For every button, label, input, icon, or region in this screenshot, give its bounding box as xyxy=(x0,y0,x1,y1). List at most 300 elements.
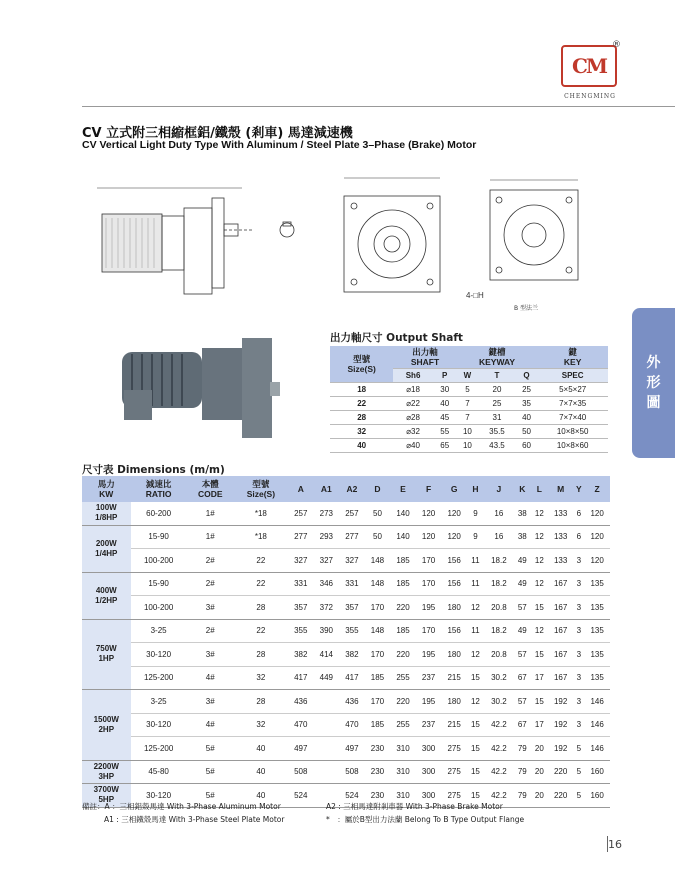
shaft-cell: 22 xyxy=(330,397,393,411)
shaft-cell: 35 xyxy=(516,397,538,411)
dims-header-cell: 本體 CODE xyxy=(187,476,234,502)
dims-cell: 195 xyxy=(416,690,442,714)
dims-cell: 185 xyxy=(390,619,416,643)
dims-cell: 120 xyxy=(584,549,610,573)
dims-cell: 32 xyxy=(234,666,288,690)
dims-cell: 140 xyxy=(390,525,416,549)
dims-cell: 1# xyxy=(187,502,234,525)
dims-cell: 135 xyxy=(584,619,610,643)
shaft-cell: 7 xyxy=(457,397,478,411)
page-title-cn: CV 立式附三相縮框鋁/鐵殼 (剎車) 馬達減速機 xyxy=(82,126,353,141)
dims-cell: 170 xyxy=(365,690,391,714)
dims-cell: 79 xyxy=(514,784,531,808)
dims-row xyxy=(82,713,610,737)
shaft-cell: 65 xyxy=(433,439,457,453)
shaft-cell: 7 xyxy=(457,411,478,425)
power-cell: 3700W 5HP xyxy=(82,784,131,808)
dims-cell: 170 xyxy=(416,549,442,573)
label-b-flange: B 型法兰 xyxy=(514,305,539,312)
dims-cell: 15-90 xyxy=(131,525,187,549)
dims-cell: 331 xyxy=(288,572,314,596)
dims-cell: 120 xyxy=(416,502,442,525)
dims-cell: 15 xyxy=(531,596,548,620)
dims-cell: 148 xyxy=(365,572,391,596)
shaft-row xyxy=(330,425,608,439)
dims-cell xyxy=(314,760,340,784)
dims-cell: 2# xyxy=(187,572,234,596)
dims-cell: 30-120 xyxy=(131,643,187,667)
shaft-table-title: 出力軸尺寸 Output Shaft xyxy=(330,332,463,344)
shaft-head-shaft: 出力軸 SHAFT xyxy=(393,346,456,369)
side-tab-char: 圖 xyxy=(646,395,661,411)
dims-cell: 148 xyxy=(365,619,391,643)
dims-cell: 100-200 xyxy=(131,596,187,620)
shaft-cell: 30 xyxy=(433,383,457,397)
dims-cell: 170 xyxy=(416,619,442,643)
dims-cell: 135 xyxy=(584,572,610,596)
dims-header-cell: G xyxy=(441,476,467,502)
note-b-flange: * ：屬於B型出力法蘭 Belong To B Type Output Flange xyxy=(326,815,525,824)
dimensions-table xyxy=(82,476,610,808)
dims-cell: 146 xyxy=(584,737,610,761)
dims-cell: 160 xyxy=(584,784,610,808)
dims-header-cell: 減速比 RATIO xyxy=(131,476,187,502)
dims-cell: 133 xyxy=(548,502,574,525)
shaft-sub-header: SPEC xyxy=(537,369,608,383)
dims-cell: 470 xyxy=(288,713,314,737)
dims-cell: 57 xyxy=(514,690,531,714)
dims-cell: 38 xyxy=(514,525,531,549)
dims-cell: 167 xyxy=(548,666,574,690)
dims-cell: 133 xyxy=(548,525,574,549)
dims-cell: 18.2 xyxy=(484,549,514,573)
note-steel: A1 : 三相鐵殼馬達 With 3-Phase Steel Plate Motor xyxy=(104,815,285,824)
dims-cell: 5# xyxy=(187,784,234,808)
dims-cell: 220 xyxy=(390,690,416,714)
dims-cell: 3 xyxy=(573,643,584,667)
side-tab-char: 形 xyxy=(646,375,661,391)
dims-cell: 257 xyxy=(339,502,365,525)
dims-row xyxy=(82,596,610,620)
dims-header-cell: Z xyxy=(584,476,610,502)
dims-cell xyxy=(314,690,340,714)
dims-cell: 417 xyxy=(339,666,365,690)
dims-cell: 508 xyxy=(288,760,314,784)
dims-cell: 355 xyxy=(288,619,314,643)
dims-row xyxy=(82,643,610,667)
dims-cell: 417 xyxy=(288,666,314,690)
shaft-cell: 25 xyxy=(516,383,538,397)
dims-cell: 49 xyxy=(514,549,531,573)
shaft-cell: 10 xyxy=(457,425,478,439)
dims-cell: 195 xyxy=(416,643,442,667)
dims-cell: 180 xyxy=(441,596,467,620)
dims-cell: 125-200 xyxy=(131,737,187,761)
dims-cell: 310 xyxy=(390,737,416,761)
dims-cell: 12 xyxy=(531,525,548,549)
dims-cell: 38 xyxy=(514,502,531,525)
dims-cell: 3 xyxy=(573,619,584,643)
dims-header-cell: M xyxy=(548,476,574,502)
dims-row xyxy=(82,502,610,525)
dims-cell: 30-120 xyxy=(131,784,187,808)
dims-cell: 140 xyxy=(390,502,416,525)
dims-row xyxy=(82,760,610,784)
dims-cell: 192 xyxy=(548,737,574,761)
dims-cell: 449 xyxy=(314,666,340,690)
dims-cell: 42.2 xyxy=(484,737,514,761)
dims-cell: 2# xyxy=(187,619,234,643)
dims-header-cell: 馬力 KW xyxy=(82,476,131,502)
shaft-sub-header: T xyxy=(478,369,516,383)
dims-cell: 185 xyxy=(390,549,416,573)
dims-cell: 15 xyxy=(531,690,548,714)
dims-cell: 180 xyxy=(441,643,467,667)
side-tab-char: 外 xyxy=(646,355,661,371)
dims-cell: 20.8 xyxy=(484,596,514,620)
dims-cell: 15 xyxy=(467,737,484,761)
dims-cell: 9 xyxy=(467,502,484,525)
dims-cell: 11 xyxy=(467,572,484,596)
dims-cell: 170 xyxy=(365,596,391,620)
note-brake: A2 : 三相馬達附剎車器 With 3-Phase Brake Motor xyxy=(326,802,503,811)
shaft-row xyxy=(330,383,608,397)
dims-cell: 67 xyxy=(514,713,531,737)
dims-cell: 3 xyxy=(573,572,584,596)
dims-header-cell: A xyxy=(288,476,314,502)
dims-cell: 5 xyxy=(573,760,584,784)
dims-cell: 497 xyxy=(288,737,314,761)
dims-cell: 436 xyxy=(339,690,365,714)
dims-cell: 160 xyxy=(584,760,610,784)
dims-cell: 3# xyxy=(187,690,234,714)
dims-cell: 15 xyxy=(467,713,484,737)
dims-cell: 237 xyxy=(416,713,442,737)
dims-cell: 185 xyxy=(365,666,391,690)
dims-cell: 5 xyxy=(573,784,584,808)
brand-logo: CM xyxy=(561,45,617,87)
dims-cell: 30-120 xyxy=(131,713,187,737)
shaft-row xyxy=(330,397,608,411)
shaft-row xyxy=(330,439,608,453)
dims-cell: 9 xyxy=(467,525,484,549)
dims-cell: 300 xyxy=(416,737,442,761)
shaft-sub-header: Q xyxy=(516,369,538,383)
side-tab xyxy=(632,308,675,458)
dims-cell: 255 xyxy=(390,713,416,737)
dims-cell: 135 xyxy=(584,643,610,667)
dims-cell: 215 xyxy=(441,666,467,690)
dims-cell: 125-200 xyxy=(131,666,187,690)
dims-cell: 192 xyxy=(548,690,574,714)
dims-cell: 3 xyxy=(573,666,584,690)
dims-cell: 300 xyxy=(416,760,442,784)
dims-cell: 275 xyxy=(441,784,467,808)
dims-cell: 167 xyxy=(548,619,574,643)
dims-cell: 100-200 xyxy=(131,549,187,573)
shaft-cell: 35.5 xyxy=(478,425,516,439)
dims-cell: 146 xyxy=(584,690,610,714)
dims-cell: 15 xyxy=(467,784,484,808)
dims-cell: *18 xyxy=(234,525,288,549)
dims-cell: 382 xyxy=(288,643,314,667)
dims-cell: 3-25 xyxy=(131,690,187,714)
label-4h: 4-□H xyxy=(466,291,484,300)
dims-cell: 185 xyxy=(365,713,391,737)
dims-cell: 28 xyxy=(234,690,288,714)
dims-cell: 2# xyxy=(187,549,234,573)
shaft-sub-header: P xyxy=(433,369,457,383)
dims-row xyxy=(82,690,610,714)
dims-cell: 372 xyxy=(314,596,340,620)
brand-name: CHENGMING xyxy=(564,93,616,100)
dims-row xyxy=(82,666,610,690)
shaft-cell: 60 xyxy=(516,439,538,453)
dims-cell: 170 xyxy=(365,643,391,667)
dims-header-cell: H xyxy=(467,476,484,502)
dims-cell: 156 xyxy=(441,572,467,596)
dims-cell: 237 xyxy=(416,666,442,690)
shaft-cell: ⌀32 xyxy=(393,425,432,439)
dims-cell: 497 xyxy=(339,737,365,761)
note-aluminum: 備註：A ：三相鋁殼馬達 With 3-Phase Aluminum Motor xyxy=(82,802,281,811)
shaft-cell: 10×8×60 xyxy=(537,439,608,453)
dims-cell: 156 xyxy=(441,619,467,643)
dims-cell: 57 xyxy=(514,643,531,667)
shaft-cell: 31 xyxy=(478,411,516,425)
dims-cell: 40 xyxy=(234,784,288,808)
dims-header-cell: L xyxy=(531,476,548,502)
shaft-sub-header: W xyxy=(457,369,478,383)
dims-cell: 28 xyxy=(234,596,288,620)
dims-cell: 357 xyxy=(288,596,314,620)
dims-cell: 230 xyxy=(365,760,391,784)
dims-cell: 3-25 xyxy=(131,619,187,643)
dims-cell: 133 xyxy=(548,549,574,573)
dims-cell: 220 xyxy=(548,784,574,808)
dims-cell: 195 xyxy=(416,596,442,620)
dims-header-cell: A2 xyxy=(339,476,365,502)
dims-cell: 12 xyxy=(467,690,484,714)
dims-cell: 20.8 xyxy=(484,643,514,667)
dims-cell: 30.2 xyxy=(484,690,514,714)
dims-cell: 524 xyxy=(288,784,314,808)
shaft-head-keyway: 鍵槽 KEYWAY xyxy=(457,346,538,369)
shaft-cell: ⌀28 xyxy=(393,411,432,425)
dims-cell: 6 xyxy=(573,525,584,549)
dims-cell: 42.2 xyxy=(484,784,514,808)
dims-cell: 120 xyxy=(416,525,442,549)
dims-cell: 5# xyxy=(187,737,234,761)
power-cell: 400W 1/2HP xyxy=(82,572,131,619)
shaft-cell: 50 xyxy=(516,425,538,439)
dims-cell: 355 xyxy=(339,619,365,643)
dims-cell: 327 xyxy=(288,549,314,573)
dims-cell: 6 xyxy=(573,502,584,525)
dims-cell: 230 xyxy=(365,737,391,761)
dims-cell: 167 xyxy=(548,572,574,596)
dims-cell: 67 xyxy=(514,666,531,690)
dims-cell xyxy=(314,737,340,761)
dims-header-cell: F xyxy=(416,476,442,502)
shaft-cell: 55 xyxy=(433,425,457,439)
dims-cell: 16 xyxy=(484,525,514,549)
shaft-cell: 5×5×27 xyxy=(537,383,608,397)
dims-cell: 180 xyxy=(441,690,467,714)
dims-cell: 293 xyxy=(314,525,340,549)
dims-cell: 135 xyxy=(584,666,610,690)
dims-row xyxy=(82,737,610,761)
dims-cell: 382 xyxy=(339,643,365,667)
shaft-cell: 40 xyxy=(516,411,538,425)
dims-cell: 16 xyxy=(484,502,514,525)
dims-cell: 12 xyxy=(531,502,548,525)
shaft-cell: 40 xyxy=(433,397,457,411)
dims-header-cell: J xyxy=(484,476,514,502)
shaft-head-size: 型號 Size(S) xyxy=(330,346,393,383)
dims-cell: 346 xyxy=(314,572,340,596)
dims-cell: 3 xyxy=(573,596,584,620)
dims-cell: 135 xyxy=(584,596,610,620)
dims-cell: 11 xyxy=(467,549,484,573)
dims-cell: 414 xyxy=(314,643,340,667)
dims-row xyxy=(82,619,610,643)
dims-cell: *18 xyxy=(234,502,288,525)
dims-row xyxy=(82,525,610,549)
dims-cell: 30.2 xyxy=(484,666,514,690)
shaft-table xyxy=(330,346,608,453)
shaft-cell: ⌀40 xyxy=(393,439,432,453)
dims-cell: 167 xyxy=(548,643,574,667)
dims-cell xyxy=(314,713,340,737)
dims-header-cell: A1 xyxy=(314,476,340,502)
dims-cell: 3# xyxy=(187,596,234,620)
dims-cell: 215 xyxy=(441,713,467,737)
dims-cell: 167 xyxy=(548,596,574,620)
dims-cell: 220 xyxy=(548,760,574,784)
dims-cell: 275 xyxy=(441,760,467,784)
page-title-en: CV Vertical Light Duty Type With Aluminum / Steel Plate 3–Phase (Brake) Motor xyxy=(82,139,477,151)
dims-cell: 40 xyxy=(234,737,288,761)
shaft-cell: ⌀18 xyxy=(393,383,432,397)
dims-cell: 277 xyxy=(339,525,365,549)
shaft-cell: 43.5 xyxy=(478,439,516,453)
shaft-cell: 18 xyxy=(330,383,393,397)
registered-mark: ® xyxy=(612,40,621,50)
dims-cell: 148 xyxy=(365,549,391,573)
shaft-cell: 40 xyxy=(330,439,393,453)
dims-cell: 436 xyxy=(288,690,314,714)
power-cell: 1500W 2HP xyxy=(82,690,131,761)
dims-cell: 20 xyxy=(531,737,548,761)
dims-cell: 20 xyxy=(531,784,548,808)
dims-cell: 331 xyxy=(339,572,365,596)
dims-cell: 524 xyxy=(339,784,365,808)
dims-cell: 32 xyxy=(234,713,288,737)
dims-cell: 12 xyxy=(467,596,484,620)
dims-cell: 42.2 xyxy=(484,760,514,784)
dims-cell: 1# xyxy=(187,525,234,549)
dims-cell: 20 xyxy=(531,760,548,784)
dims-cell: 50 xyxy=(365,502,391,525)
dims-cell: 3 xyxy=(573,549,584,573)
dims-cell: 17 xyxy=(531,713,548,737)
dims-row xyxy=(82,572,610,596)
motor-photo xyxy=(112,330,280,448)
power-cell: 100W 1/8HP xyxy=(82,502,131,525)
dims-cell: 146 xyxy=(584,713,610,737)
page-number: 16 xyxy=(608,838,622,851)
dims-cell: 273 xyxy=(314,502,340,525)
dims-cell: 11 xyxy=(467,619,484,643)
dims-cell: 49 xyxy=(514,619,531,643)
dims-cell: 120 xyxy=(584,502,610,525)
dims-cell: 5# xyxy=(187,760,234,784)
dims-cell: 156 xyxy=(441,549,467,573)
dims-cell: 3 xyxy=(573,690,584,714)
technical-drawing xyxy=(82,168,602,318)
dims-cell: 17 xyxy=(531,666,548,690)
dims-cell: 310 xyxy=(390,760,416,784)
dims-cell: 310 xyxy=(390,784,416,808)
dims-cell: 120 xyxy=(441,525,467,549)
dims-cell: 22 xyxy=(234,619,288,643)
dims-cell: 230 xyxy=(365,784,391,808)
shaft-head-key: 鍵 KEY xyxy=(537,346,608,369)
dims-header-cell: Y xyxy=(573,476,584,502)
dims-cell: 508 xyxy=(339,760,365,784)
dims-cell: 5 xyxy=(573,737,584,761)
dims-cell: 390 xyxy=(314,619,340,643)
dims-cell: 327 xyxy=(314,549,340,573)
dims-cell: 470 xyxy=(339,713,365,737)
dims-cell: 45-80 xyxy=(131,760,187,784)
dims-cell: 4# xyxy=(187,666,234,690)
shaft-cell: 32 xyxy=(330,425,393,439)
dims-cell: 79 xyxy=(514,737,531,761)
dims-cell: 15-90 xyxy=(131,572,187,596)
dims-cell: 22 xyxy=(234,572,288,596)
dims-cell: 357 xyxy=(339,596,365,620)
dims-cell: 49 xyxy=(514,572,531,596)
dims-cell: 42.2 xyxy=(484,713,514,737)
dims-cell: 220 xyxy=(390,596,416,620)
dims-cell: 327 xyxy=(339,549,365,573)
dims-cell: 12 xyxy=(531,572,548,596)
shaft-cell: 10 xyxy=(457,439,478,453)
dims-header-cell: D xyxy=(365,476,391,502)
dims-cell: 57 xyxy=(514,596,531,620)
shaft-cell: 7×7×40 xyxy=(537,411,608,425)
dims-header-cell: 型號 Size(S) xyxy=(234,476,288,502)
shaft-cell: 25 xyxy=(478,397,516,411)
dims-cell: 170 xyxy=(416,572,442,596)
dims-header-cell: K xyxy=(514,476,531,502)
dims-cell: 18.2 xyxy=(484,619,514,643)
dims-cell: 50 xyxy=(365,525,391,549)
dims-cell: 15 xyxy=(467,666,484,690)
shaft-cell: 10×8×50 xyxy=(537,425,608,439)
dims-cell: 192 xyxy=(548,713,574,737)
header-rule xyxy=(82,106,675,107)
dims-cell: 22 xyxy=(234,549,288,573)
shaft-row xyxy=(330,411,608,425)
shaft-cell: 7×7×35 xyxy=(537,397,608,411)
shaft-cell: 5 xyxy=(457,383,478,397)
power-cell: 750W 1HP xyxy=(82,619,131,690)
dims-cell: 12 xyxy=(467,643,484,667)
shaft-cell: 45 xyxy=(433,411,457,425)
